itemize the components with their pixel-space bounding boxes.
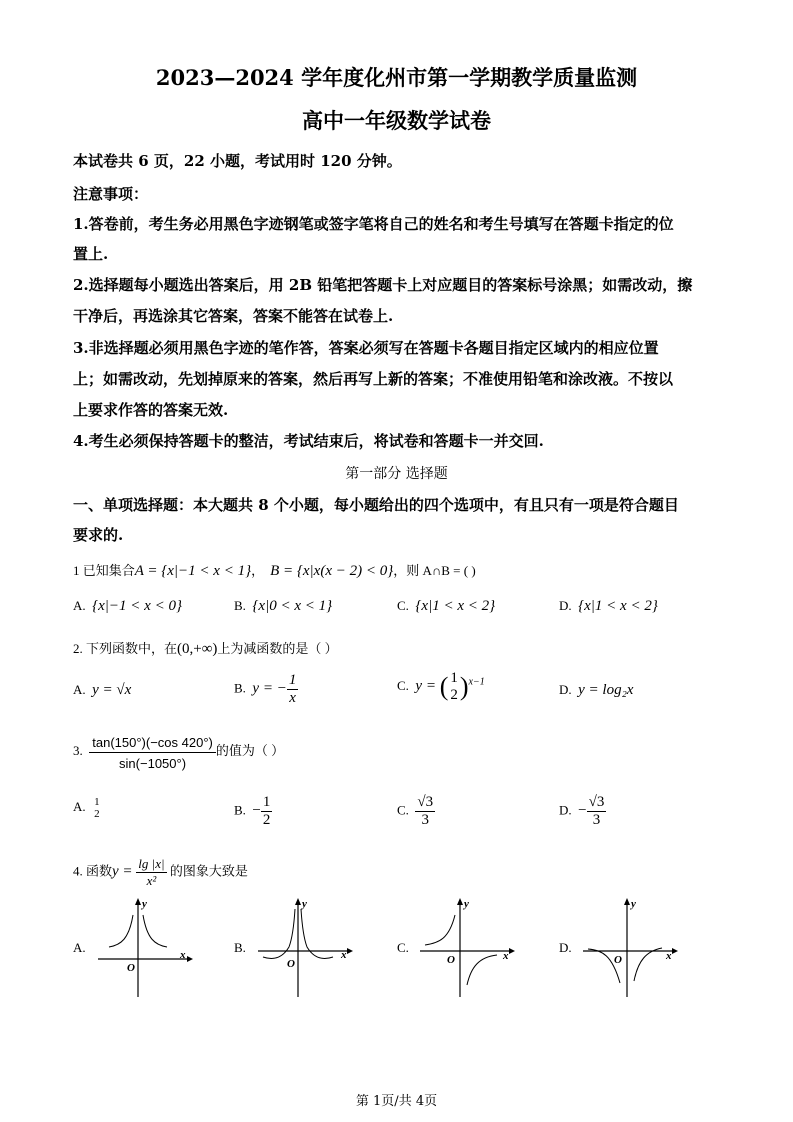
q4-graph-d[interactable] — [580, 895, 680, 1000]
svg-text:x: x — [503, 950, 509, 962]
q1-set-b: B = {x|x(x − 2) < 0} — [270, 563, 394, 579]
note-line: 4.考生必须保持答题卡的整洁，考试结束后，将试卷和答题卡一并交回. — [73, 432, 544, 450]
q3-option-a[interactable]: A. 1 2 — [73, 796, 100, 820]
note-line: 上要求作答的答案无效. — [73, 401, 229, 419]
question-4: 4. 函数y = $\frac{\lg |x|}{\text{x²}}$ 的图象大致是 — [73, 856, 248, 888]
q1-option-a[interactable]: A. {x|−1 < x < 0} — [73, 598, 182, 614]
notes-title: 注意事项： — [73, 185, 149, 203]
note-line: 干净后，再选涂其它答案，答案不能答在试卷上. — [73, 307, 394, 325]
section-title: 第一部分 选择题 — [345, 466, 448, 482]
q2-option-d[interactable]: D. y = log₂x — [559, 682, 634, 698]
q3-option-d[interactable]: D. − $\frac{√3}{3}$ — [559, 794, 605, 828]
q1-set-a: A = {x|−1 < x < 1} — [134, 563, 252, 579]
q4-option-b-label[interactable]: B. — [234, 940, 246, 955]
svg-text:O: O — [447, 954, 455, 966]
question-1 — [73, 560, 476, 580]
q1-option-c[interactable]: C. {x|1 < x < 2} — [397, 598, 496, 614]
q4-graph-a[interactable] — [95, 895, 195, 1000]
q2-option-c[interactable]: C. y = ( 1 2 )$^{x-1}$ — [397, 670, 485, 703]
origin-label: O — [127, 962, 135, 974]
axis-x-label: x — [180, 949, 186, 961]
q3-numerator: tan(150°)(−cos 420°) — [89, 733, 216, 753]
q1-separator: ， — [251, 563, 265, 578]
note-line: 3.非选择题必须用黑色字迹的笔作答，答案必须写在答题卡各题目指定区域内的相应位置 — [73, 339, 659, 357]
q3-denominator: sin(−1050°) — [119, 756, 187, 771]
svg-text:y: y — [302, 898, 307, 910]
question-2: 2. 下列函数中，在(0,+∞)上为减函数的是（ ） — [73, 641, 338, 657]
question-3: 3. $\frac{\tan(150^\circ)(-\cos 420^\circ)}{\sin(-1050^\circ)}$ 的值为（ ） — [73, 735, 285, 771]
note-line: 1.答卷前，考生务必用黑色字迹钢笔或签字笔将自己的姓名和考生号填写在答题卡指定的位 — [73, 215, 674, 233]
page-footer: 第 1页/共 4页 — [355, 1094, 438, 1109]
note-line: 上；如需改动，先划掉原来的答案，然后再写上新的答案；不准使用铅笔和涂改液。不按以 — [73, 370, 674, 388]
q4-option-d-label[interactable]: D. — [559, 940, 572, 955]
q3-option-c[interactable]: C. $\frac{√3}{3}$ — [397, 794, 434, 828]
part-heading: 要求的. — [73, 526, 124, 544]
note-line: 2.选择题每小题选出答案后，用 2B 铅笔把答题卡上对应题目的答案标号涂黑；如需改动，擦 — [73, 276, 693, 294]
q4-graph-b[interactable] — [255, 895, 355, 1000]
q1-ask: ，则 A∩B = ( ) — [393, 563, 476, 578]
svg-text:x: x — [341, 949, 347, 961]
svg-text:y: y — [631, 898, 636, 910]
q4-option-c-label[interactable]: C. — [397, 940, 409, 955]
intro-text: 本试卷共 6 页，22 小题，考试用时 120 分钟。 — [73, 152, 402, 170]
q2-option-a[interactable]: A. y = √x — [73, 682, 132, 698]
svg-text:O: O — [614, 954, 622, 966]
q2-interval: (0,+∞) — [177, 641, 218, 657]
exam-title: 2023—2024 学年度化州市第一学期教学质量监测 — [155, 65, 638, 90]
svg-text:x: x — [666, 950, 672, 962]
svg-text:O: O — [287, 958, 295, 970]
q1-option-b[interactable]: B. {x|0 < x < 1} — [234, 598, 333, 614]
q4-graph-c[interactable] — [417, 895, 517, 1000]
q2-option-b[interactable]: B. y = − $\frac{1}{x}$ — [234, 672, 297, 706]
axis-y-label: y — [142, 898, 147, 910]
q1-option-d[interactable]: D. {x|1 < x < 2} — [559, 598, 658, 614]
part-heading: 一、单项选择题：本大题共 8 个小题，每小题给出的四个选项中，有且只有一项是符合题目 — [73, 496, 679, 514]
q4-option-a-label[interactable]: A. — [73, 940, 86, 955]
q3-option-b[interactable]: B. − $\frac{1}{2}$ — [234, 794, 271, 828]
note-line: 置上. — [73, 245, 109, 263]
svg-text:y: y — [464, 898, 469, 910]
exam-subtitle: 高中一年级数学试卷 — [302, 108, 491, 133]
q1-prefix: 1 已知集合 — [73, 563, 135, 578]
